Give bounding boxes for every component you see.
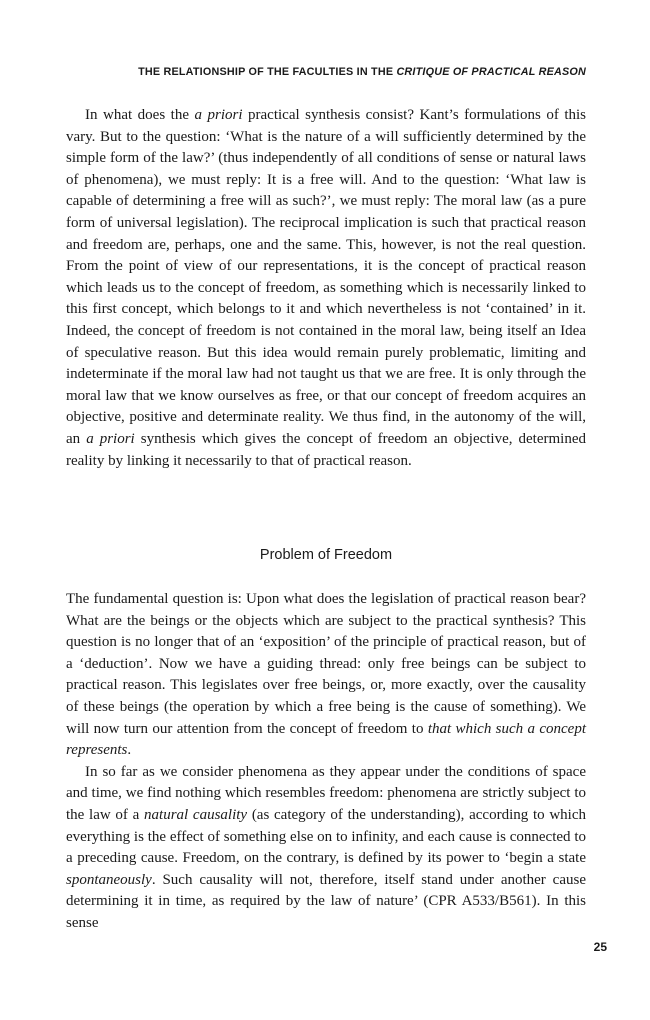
text-run: . bbox=[127, 742, 132, 759]
text-run: synthesis which gives the concept of freedom an objective, determined reality by linking it necessarily to that of practical reason. bbox=[66, 430, 586, 469]
italic-text: a priori bbox=[86, 430, 135, 447]
text-block-1 bbox=[66, 105, 586, 472]
paragraph-2 bbox=[66, 589, 586, 762]
running-head-title: CRITIQUE OF PRACTICAL REASON bbox=[396, 66, 586, 78]
page-number: 25 bbox=[593, 940, 607, 954]
text-block-2 bbox=[66, 589, 586, 935]
text-run: The fundamental question is: Upon what does the legislation of practical reason bear? What are the beings or the objects which are subject to the practical synthesis? This question is no longer that of an ‘exposition’ of the principle of practical reason, but of a ‘deduction’. Now we have a guiding thread: only free beings can be subject to practical reason. This legislates over free beings, or, more exactly, over the causality of these beings (the operation by which a free being is the cause of something). We will now turn our attention from the concept of freedom to bbox=[66, 591, 586, 737]
running-head bbox=[66, 66, 586, 78]
text-run: . Such causality will not, therefore, itself stand under another cause determining it in time, as required by the law of nature’ (CPR A533/B561). In this sense bbox=[66, 871, 586, 931]
text-run: practical synthesis consist? Kant’s formulations of this vary. But to the question: ‘What is the nature of a will sufficiently determined by the simple form of the law?’ (thus independently of all conditions of sense or natural laws of phenomena), we must reply: It is a free will. And to the question: ‘What law is capable of determining a free will as such?’, we must reply: The moral law (as a pure form of universal legislation). The reciprocal implication is such that practical reason and freedom are, perhaps, one and the same. This, however, is not the real question. From the point of view of our representations, it is the concept of practical reason which leads us to the concept of freedom, as something which is necessarily linked to this first concept, which belongs to it and which nevertheless is not ‘contained’ in it. Indeed, the concept of freedom is not contained in the moral law, being itself an Idea of speculative reason. But this idea would remain purely problematic, limiting and indeterminate if the moral law had not taught us that we are free. It is only through the moral law that we know ourselves as free, or that our concept of freedom acquires an objective, positive and determinate reality. We thus find, in the autonomy of the will, an bbox=[66, 107, 586, 447]
paragraph-3 bbox=[66, 762, 586, 935]
section-heading: Problem of Freedom bbox=[259, 547, 393, 563]
italic-text: that which such a concept represents bbox=[66, 720, 586, 759]
running-head-prefix: THE RELATIONSHIP OF THE FACULTIES IN THE bbox=[138, 66, 397, 78]
text-run: In what does the bbox=[85, 107, 195, 123]
italic-text: spontaneously bbox=[66, 871, 152, 888]
paragraph-1 bbox=[66, 105, 586, 472]
italic-text: natural causality bbox=[144, 806, 248, 823]
italic-text: a priori bbox=[194, 107, 243, 123]
text-run: (as category of the understanding), according to which everything is the effect of something else on to infinity, and each cause is connected to a preceding cause. Freedom, on the contrary, is defined by its power to ‘begin a state bbox=[66, 806, 587, 867]
text-run: In so far as we consider phenomena as they appear under the conditions of space and time, we find nothing which resembles freedom: phenomena are strictly subject to the law of a bbox=[66, 763, 586, 823]
